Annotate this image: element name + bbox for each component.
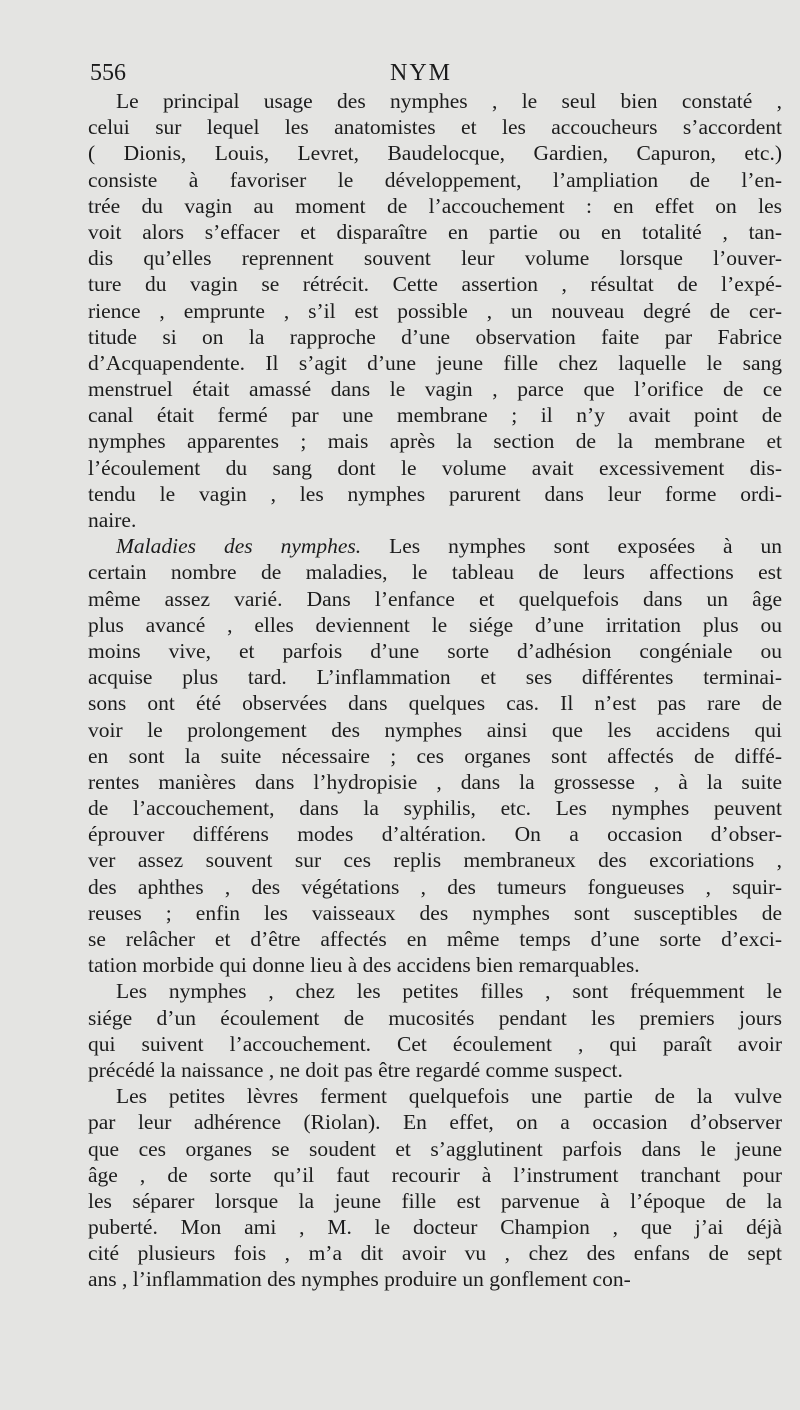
text-line: [88, 533, 782, 559]
text-line: éprouver différens modes d’altération. On a occasion d’obser-: [88, 822, 782, 847]
text-line: sons ont été observées dans quelques cas. Il n’est pas rare de: [88, 691, 782, 716]
text-line: Les nymphes , chez les petites filles , sont fréquemment le: [116, 979, 782, 1004]
running-head: NYM: [390, 60, 453, 86]
text-line: ans , l’inflammation des nymphes produire un gonflement con-: [88, 1267, 631, 1292]
paragraph: [88, 88, 782, 533]
text-line: ( Dionis, Louis, Levret, Baudelocque, Gardien, Capuron, etc.): [88, 141, 782, 166]
body-text: [88, 88, 782, 1293]
paragraph: [88, 978, 782, 1083]
text-line: moins vive, et parfois d’une sorte d’adhésion congéniale ou: [88, 638, 782, 663]
line-text: Les nymphes sont exposées à un: [361, 534, 783, 559]
text-line: qui suivent l’accouchement. Cet écoulement , qui paraît avoir: [88, 1031, 782, 1056]
text-line: rience , emprunte , s’il est possible , un nouveau degré de cer-: [88, 298, 782, 323]
text-line: nymphes apparentes ; mais après la section de la membrane et: [88, 429, 782, 454]
text-line: Les petites lèvres ferment quelquefois une partie de la vulve: [116, 1084, 782, 1109]
text-line: dis qu’elles reprennent souvent leur volume lorsque l’ouver-: [88, 246, 782, 271]
section-lead: Maladies des nymphes.: [116, 534, 362, 559]
text-line: de l’accouchement, dans la syphilis, etc. Les nymphes peuvent: [88, 796, 782, 821]
text-line: précédé la naissance , ne doit pas être regardé comme suspect.: [88, 1057, 623, 1082]
text-line: celui sur lequel les anatomistes et les accoucheurs s’accordent: [88, 115, 782, 140]
text-line: tendu le vagin , les nymphes parurent dans leur forme ordi-: [88, 481, 782, 506]
text-line: ture du vagin se rétrécit. Cette assertion , résultat de l’expé-: [88, 272, 782, 297]
text-line: en sont la suite nécessaire ; ces organes sont affectés de diffé-: [88, 743, 782, 768]
paragraph: [88, 533, 782, 978]
text-line: titude si on la rapproche d’une observation faite par Fabrice: [88, 324, 782, 349]
page-header: [90, 60, 780, 90]
text-line: trée du vagin au moment de l’accouchement : en effet on les: [88, 193, 782, 218]
paragraph: [88, 1083, 782, 1293]
text-line: même assez varié. Dans l’enfance et quelquefois dans un âge: [88, 586, 782, 611]
text-line: consiste à favoriser le développement, l’ampliation de l’en-: [88, 167, 782, 192]
text-line: acquise plus tard. L’inflammation et ses différentes terminai-: [88, 665, 782, 690]
text-line: canal était fermé par une membrane ; il n’y avait point de: [88, 403, 782, 428]
text-line: voir le prolongement des nymphes ainsi que les accidens qui: [88, 717, 782, 742]
text-line: l’écoulement du sang dont le volume avait excessivement dis-: [88, 455, 782, 480]
text-line: puberté. Mon ami , M. le docteur Champion , que j’ai déjà: [88, 1215, 782, 1240]
text-line: reuses ; enfin les vaisseaux des nymphes sont susceptibles de: [88, 900, 782, 925]
text-line: plus avancé , elles deviennent le siége d’une irritation plus ou: [88, 612, 782, 637]
page-number: 556: [90, 60, 126, 86]
text-line: menstruel était amassé dans le vagin , parce que l’orifice de ce: [88, 377, 782, 402]
text-line: d’Acquapendente. Il s’agit d’une jeune fille chez laquelle le sang: [88, 350, 782, 375]
text-line: voit alors s’effacer et disparaître en partie ou en totalité , tan-: [88, 219, 782, 244]
text-line: se relâcher et d’être affectés en même temps d’une sorte d’exci-: [88, 927, 782, 951]
text-line: certain nombre de maladies, le tableau de leurs affections est: [88, 560, 782, 585]
text-line: rentes manières dans l’hydropisie , dans la grossesse , à la suite: [88, 769, 782, 794]
text-line: ver assez souvent sur ces replis membraneux des excoriations ,: [88, 848, 782, 873]
text-line: les séparer lorsque la jeune fille est parvenue à l’époque de la: [88, 1188, 782, 1213]
text-line: naire.: [88, 508, 137, 532]
text-line: âge , de sorte qu’il faut recourir à l’instrument tranchant pour: [88, 1162, 782, 1187]
text-line: siége d’un écoulement de mucosités pendant les premiers jours: [88, 1005, 782, 1030]
text-line: Le principal usage des nymphes , le seul bien constaté ,: [116, 89, 782, 113]
text-line: par leur adhérence (Riolan). En effet, on a occasion d’observer: [88, 1110, 782, 1135]
text-line: que ces organes se soudent et s’agglutinent parfois dans le jeune: [88, 1136, 782, 1161]
text-line: cité plusieurs fois , m’a dit avoir vu , chez des enfans de sept: [88, 1241, 782, 1266]
text-line: tation morbide qui donne lieu à des accidens bien remarquables.: [88, 953, 640, 978]
text-line: des aphthes , des végétations , des tumeurs fongueuses , squir-: [88, 874, 782, 899]
